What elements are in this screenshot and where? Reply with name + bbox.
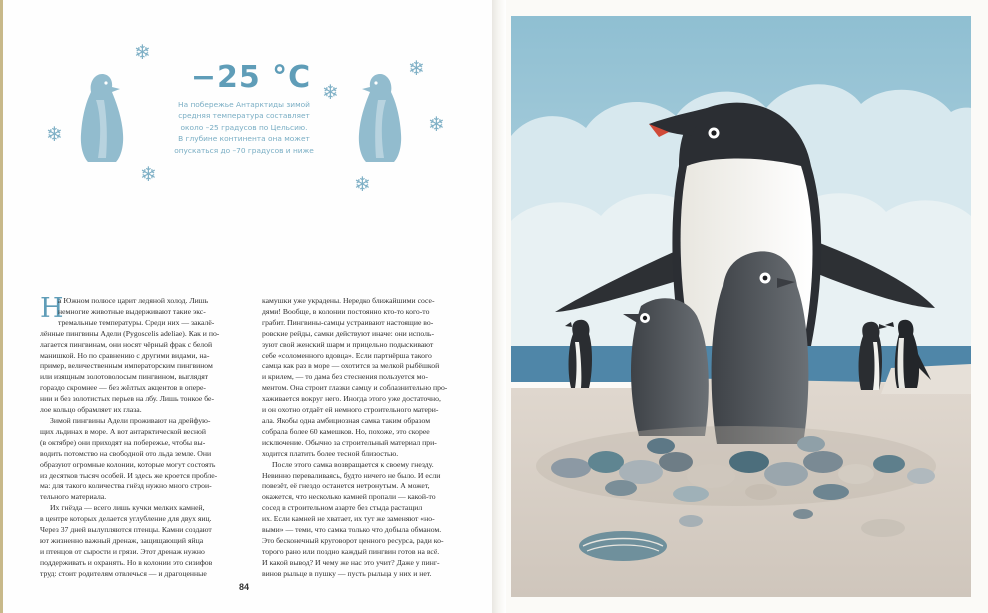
article-column-right xyxy=(262,296,462,580)
text-line: торого рано или поздно каждый пингвин готов на всё. xyxy=(262,546,440,556)
text-line: труд: стоит родителям отвлечься — и драгоценные xyxy=(40,568,207,578)
penguin-chick xyxy=(623,298,709,436)
text-line: хаживается вокруг него. Иногда этого уже достаточно, xyxy=(262,394,441,404)
text-line: себе «соломенного вдовца». Если партнёрша такого xyxy=(262,350,432,360)
text-line: самца как раз в море — охотится за мелкой рыбёшкой xyxy=(262,361,440,371)
text-line: ала. Якобы одна амбициозная самка таким образом xyxy=(262,415,431,425)
penguin-chick xyxy=(712,251,809,444)
text-line: После этого самка возвращается к своему гнезду. xyxy=(272,459,434,469)
text-line: образуют огромные колонии, которые могут состоять xyxy=(40,459,216,469)
text-line: повезёт, её гнездо останется нетронутым. А может, xyxy=(262,481,430,491)
text-line: гораздо скромнее — без жёлтых акцентов в опере- xyxy=(40,383,206,393)
text-line: выми» — теми, что самка только что добыла обманом. xyxy=(262,525,442,535)
text-line: и он охотно отдаёт ей немного строительного матери- xyxy=(262,405,439,415)
snowflake-icon: ❄ xyxy=(322,80,339,104)
text-line: камушки уже украдены. Нередко ближайшими сосе- xyxy=(262,296,435,305)
text-line: пример, величественным императорским пингвином xyxy=(40,361,213,371)
snowflake-icon: ❄ xyxy=(134,40,151,64)
stone xyxy=(793,509,813,519)
temperature-heading: −25 °C xyxy=(190,60,312,95)
text-line: а Южном полюсе царит ледяной холод. Лишь xyxy=(58,296,209,305)
stone xyxy=(861,519,905,537)
temperature-caption xyxy=(170,99,318,156)
article-column-left xyxy=(40,293,245,580)
text-line: манишкой. Но по сравнению с другими видами, на- xyxy=(40,350,210,360)
caption-line: около –25 градусов по Цельсию. xyxy=(180,122,308,132)
text-line: собрала более 60 камешков. Но, похоже, это скорее xyxy=(262,426,430,436)
text-line: окажется, что несколько камней пропали — какой-то xyxy=(262,492,436,502)
text-line: в центре которых делается углубление для двух яиц. xyxy=(40,514,212,524)
ice-ledge xyxy=(881,364,971,394)
text-line: ровские рейды, самки действуют иначе: они исполь- xyxy=(262,328,434,338)
book-gutter xyxy=(492,0,506,613)
text-line: Невинно переваливаясь, будто ничего не было. И если xyxy=(262,470,441,480)
text-line: их. Если камней не хватает, их тут же заменяют «но- xyxy=(262,514,435,524)
text-line: тельного материала. xyxy=(40,492,107,502)
text-line: Их гнёзда — всего лишь кучки мелких камней, xyxy=(50,503,205,513)
text-line: или изящным золотоволосым пингвином, выглядят xyxy=(40,372,209,382)
text-line: винов рыльце в пушку — пусть рыльца у них и нет. xyxy=(262,568,432,578)
snowflake-icon: ❄ xyxy=(428,112,445,136)
drop-cap: Н xyxy=(40,293,64,324)
text-line: водить потомство на свободной ото льда земле. Они xyxy=(40,448,212,458)
stone xyxy=(679,515,703,527)
text-line: лагается пингвинам, они носят чёрный фрак с белой xyxy=(40,339,213,349)
snowflake-icon: ❄ xyxy=(46,122,63,146)
caption-line: опускаться до –70 градусов и ниже xyxy=(174,145,314,155)
stone xyxy=(579,531,667,561)
text-line: ма: для такого количества гнёзд нужно много строи- xyxy=(40,481,212,491)
text-line: поддерживать и охранять. Но в колонии это сизифов xyxy=(40,557,213,567)
text-line: тремальные температуры. Среди них — закалё- xyxy=(58,317,215,327)
text-line: ментом. Она строит глазки самцу и соблазнительно про- xyxy=(262,383,448,393)
text-line: нии и без золотистых перьев на лбу. Лишь тонкое бе- xyxy=(40,394,215,404)
penguin-stamp-icon xyxy=(354,72,406,164)
text-line: (в октябре) они приходят на побережье, чтобы вы- xyxy=(40,437,206,447)
text-line: зуют свой женский шарм и прицельно подыскивают xyxy=(262,339,434,349)
left-page xyxy=(0,0,492,613)
text-line: щих льдинах в море. А вот антарктической весной xyxy=(40,426,207,436)
text-line: из десятков тысяч особей. И здесь же кроется пробле- xyxy=(40,470,218,480)
text-line: и крилем, — то дама без стеснения пользуется мо- xyxy=(262,372,428,382)
text-line: И какой вывод? И чему же нас это учит? Даже у пинг- xyxy=(262,557,440,567)
stone-nest xyxy=(536,426,936,506)
penguin-illustration xyxy=(511,16,971,597)
page-edge xyxy=(0,0,3,613)
text-line: лённые пингвины Адели (Pygoscelis adeliae). Как и по- xyxy=(40,328,220,338)
text-line: и птенцов от сырости и грязи. Этот дренаж нужно xyxy=(40,546,205,556)
text-line: Это бесконечный круговорот ценного ресурса, ради ко- xyxy=(262,535,444,545)
text-line: ходится платить более тесной близостью. xyxy=(262,448,399,458)
caption-line: В глубине континента она может xyxy=(178,134,310,144)
text-line: грабит. Пингвины-самцы устраивают настоящие во- xyxy=(262,317,434,327)
text-line: дями! Вообще, в колонии постоянно кто-то кого-то xyxy=(262,306,430,316)
caption-line: средняя температура составляет xyxy=(178,111,310,121)
text-line: Зимой пингвины Адели проживают на дрейфую- xyxy=(50,415,211,425)
text-line: ют жизненно важный дренаж, защищающий яйца xyxy=(40,535,204,545)
text-line: Через 37 дней вылупляются птенцы. Камни создают xyxy=(40,525,212,535)
text-line: лое кольцо обрамляет их глаза. xyxy=(40,405,142,415)
snowflake-icon: ❄ xyxy=(408,56,425,80)
text-line: сосед в строительном азарте без стыда растащил xyxy=(262,503,423,513)
page-number: 84 xyxy=(238,582,249,592)
text-line: немногие животные выдерживают такие экс- xyxy=(58,306,206,316)
snowflake-icon: ❄ xyxy=(354,172,371,196)
text-line: исключение. Обычно за строительный материал при- xyxy=(262,437,437,447)
snowflake-icon: ❄ xyxy=(140,162,157,186)
penguin-stamp-icon xyxy=(76,72,128,164)
caption-line: На побережье Антарктиды зимой xyxy=(178,100,310,109)
